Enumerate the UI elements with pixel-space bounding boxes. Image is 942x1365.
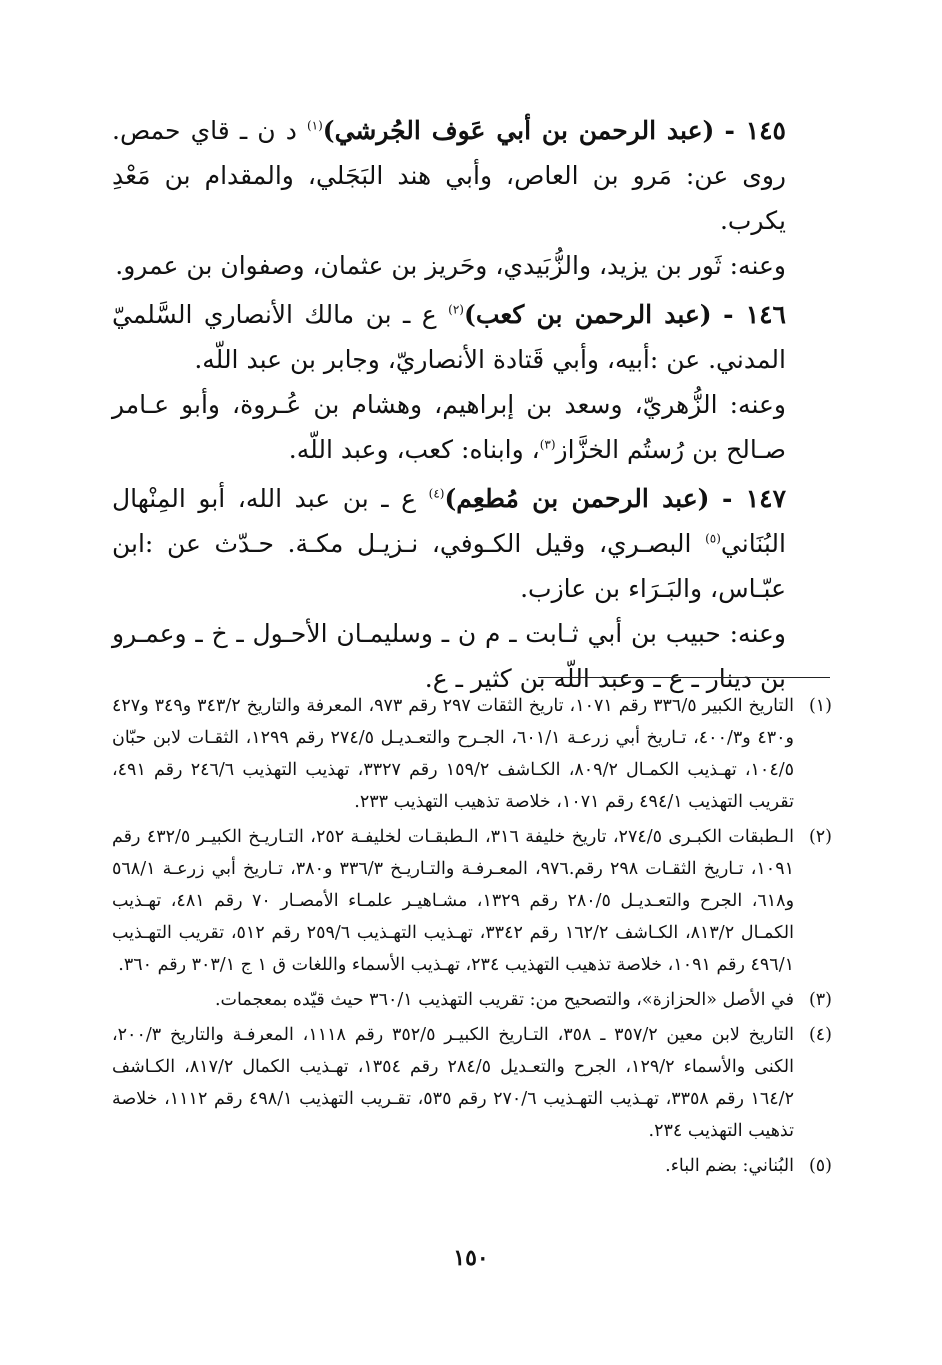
entry-narrators: وعنه: ثَور بن يزيد، والزُّبَيدي، وحَريز بن عثمان، وصفوان بن عمرو. — [115, 251, 786, 280]
footnote — [112, 821, 832, 981]
entry-number: ١٤٥ - — [724, 116, 786, 145]
footnote-mark: (١) — [808, 696, 832, 716]
footnote — [112, 1150, 832, 1182]
entry-text: ع ـ بن عبد الله، أبو المِنْهال البُنَاني — [112, 484, 786, 558]
main-text — [112, 108, 832, 705]
entry-145 — [112, 108, 832, 288]
entry-text: ع ـ بن مالك الأنصاري السَّلميّ المدني. عن :أبيه، وأبي قَتادة الأنصاريّ، وجابر بن عبد اللّه. — [112, 300, 786, 374]
footnote-ref: (٥) — [705, 531, 721, 546]
footnote-ref: (٣) — [539, 437, 556, 452]
entry-name: (عبد الرحمن بن مُطعِم) — [444, 484, 710, 513]
page-number: ١٥٠ — [453, 1245, 489, 1271]
footnote-ref: (٢) — [448, 302, 464, 317]
entry-text: وعنه: الزُّهريّ، وسعد بن إبراهيم، وهشام بن عُـروة، وأبو عـامر صـالح بن رُستُم الخزَّاز — [112, 390, 786, 464]
footnotes — [112, 690, 832, 1185]
footnote-text: التاريخ الكبير ٣٣٦/٥ رقم ١٠٧١، تاريخ الثقات ٢٩٧ رقم ٩٧٣، المعرفة والتاريخ ٣٤٣/٢ و٣٤٩ و٤٢٧ و٤٣٠ و٤٠٠/٣، تـاريخ أبي زرعـة ٦٠١/١، الجـرح والتعـديـل ٢٧٤/٥ رقم ١٢٩٩، الثقـات لابن حبّان ١٠٤/٥، تهـذيب الكمـال ٨٠٩/٢، الكـاشف ١٥٩/٢ رقم ٣٣٢٧، تهذيب التهذيب ٢٤٦/٦ رقم ٤٩١، تقريب التهذيب ٤٩٤/١ رقم ١٠٧١، خلاصة تذهيب التهذيب ٢٣٣. — [112, 696, 795, 812]
entry-head — [112, 108, 832, 243]
footnote-separator — [538, 677, 830, 678]
footnote-mark: (٣) — [808, 990, 832, 1010]
footnote-ref: (١) — [306, 118, 323, 133]
footnote — [112, 1019, 832, 1147]
footnote — [112, 984, 832, 1016]
entry-number: ١٤٦ - — [723, 300, 786, 329]
footnote-text: البُناني: بضم الباء. — [665, 1156, 794, 1176]
footnote-text: في الأصل «الحزازة»، والتصحيح من: تقريب التهذيب ٣٦٠/١ حيث قيّده بمعجمات. — [214, 990, 794, 1010]
entry-head — [112, 476, 832, 611]
entry-name: (عبد الرحمن بن أبي عَوف الجُرشي) — [322, 116, 715, 145]
entry-text: د ن ـ قاي حمص. روى عن: مَرو بن العاص، وأبي هند البَجَلي، والمقدام بن مَعْدِ يكرب. — [112, 116, 786, 235]
entry-name: (عبد الرحمن بن كعب) — [463, 300, 712, 329]
footnote-mark: (٤) — [808, 1025, 832, 1045]
footnote-ref: (٤) — [428, 486, 445, 501]
footnote-text: الـطبقات الكبـرى ٢٧٤/٥، تاريخ خليفة ٣١٦، الـطبقـات لخليفـة ٢٥٢، التـاريـخ الكبيـر ٤٣٢/٥ رقم ١٠٩١، تـاريخ الثقـات ٢٩٨ رقم.٩٧٦، المعـرفـة والتـاريـخ ٣٣٦/٣ و٣٨٠، تـاريخ أبي زرعـة ٥٦٨/١ و٦١٨، الجرح والتعـديـل ٢٨٠/٥ رقم ١٣٢٩، مشـاهيـر علمـاء الأمصـار ٧٠ رقم ٤٨١، تهـذيب الكمـال ٨١٣/٢، الكـاشف ١٦٢/٢ رقم ٣٣٤٢، تهـذيب التهـذيب ٢٥٩/٦ رقم ٥١٢، تقريب التهـذيب ٤٩٦/١ رقم ١٠٩١، خلاصة تذهيب التهذيب ٢٣٤، تهـذيب الأسماء واللغات ق ١ ج ٣٠٣/١ رقم ٣٦٠. — [112, 827, 795, 975]
entry-number: ١٤٧ - — [722, 484, 787, 513]
entry-narrators: وعنه: حبيب بن أبي ثـابت ـ م ن ـ وسليمـان الأحـول ـ خ ـ وعمـرو بن دينار ـ ع ـ وعبد اللّه بن كثير ـ ع. — [112, 619, 786, 693]
footnote-mark: (٥) — [808, 1156, 832, 1176]
footnote-mark: (٢) — [808, 827, 832, 847]
entry-text: البصـري، وقيل الكـوفي، نـزيـل مكـة. حـدّث عن :ابن عبّـاس، والبَـرَاء بن عازب. — [112, 529, 786, 603]
entry-146 — [112, 292, 832, 472]
entry-narrators — [112, 382, 832, 472]
footnote — [112, 690, 832, 818]
entry-head — [112, 292, 832, 382]
footnote-text: التاريخ لابن معين ٣٥٧/٢ ـ ٣٥٨، التـاريخ الكبيـر ٣٥٢/٥ رقم ١١١٨، المعرفـة والتاريخ ٢٠٠/٣، الكنى والأسماء ١٢٩/٢، الجرح والتعـديل ٢٨٤/٥ رقم ١٣٥٤، تهـذيب الكمال ٨١٧/٢، الكـاشف ١٦٤/٢ رقم ٣٣٥٨، تهـذيب التهـذيب ٢٧٠/٦ رقم ٥٣٥، تقـريب التهذيب ٤٩٨/١ رقم ١١١٢، خلاصة تذهيب التهذيب ٢٣٤. — [112, 1025, 795, 1141]
entry-147 — [112, 476, 832, 701]
entry-text: ، وابناه: كعب، وعبد اللّه. — [288, 435, 540, 464]
